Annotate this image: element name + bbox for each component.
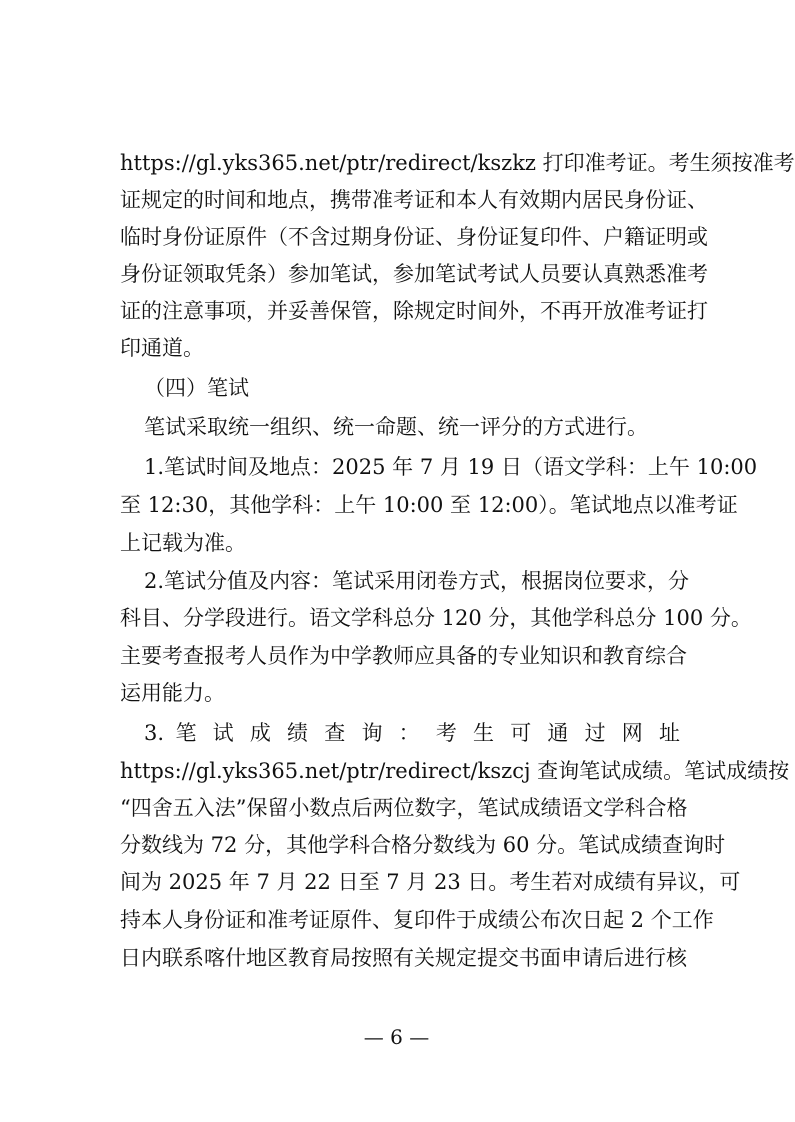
text-line: “四舍五入法”保留小数点后两位数字，笔试成绩语文学科合格 [120,796,688,820]
page-number: — 6 — [363,1025,430,1049]
text-line: 主要考查报考人员作为中学教师应具备的专业知识和教育综合 [120,644,687,668]
text-line: 日内联系喀什地区教育局按照有关规定提交书面申请后进行核 [120,946,687,970]
text-line: 印通道。 [120,336,204,360]
text-line: 至 12:30，其他学科：上午 10:00 至 12:00）。笔试地点以准考证 [120,493,738,517]
text-line: 1.笔试时间及地点：2025 年 7 月 19 日（语文学科：上午 10:00 [144,455,758,479]
text-line: 分数线为 72 分，其他学科合格分数线为 60 分。笔试成绩查询时 [120,833,726,857]
text-line: 持本人身份证和准考证原件、复印件于成绩公布次日起 2 个工作 [120,908,714,932]
text-line: https://gl.yks365.net/ptr/redirect/kszcj 查询笔试成绩。笔试成绩按 [120,759,790,783]
text-line: https://gl.yks365.net/ptr/redirect/kszkz 打印准考证。考生须按准考 [120,151,795,175]
text-line: 运用能力。 [120,681,225,705]
text-line: 临时身份证原件（不含过期身份证、身份证复印件、户籍证明或 [120,225,708,249]
text-line: 身份证领取凭条）参加笔试，参加笔试考试人员要认真熟悉准考 [120,262,708,286]
text-line: 间为 2025 年 7 月 22 日至 7 月 23 日。考生若对成绩有异议，可 [120,870,741,894]
text-line: 证的注意事项，并妥善保管，除规定时间外，不再开放准考证打 [120,299,708,323]
text-line: 3. 笔 试 成 绩 查 询 ： 考 生 可 通 过 网 址 [144,721,680,745]
section-heading: （四）笔试 [144,376,249,400]
text-line: 2.笔试分值及内容：笔试采用闭卷方式，根据岗位要求，分 [144,569,690,593]
text-line: 上记载为准。 [120,531,246,555]
text-line: 笔试采取统一组织、统一命题、统一评分的方式进行。 [144,415,648,439]
text-line: 科目、分学段进行。语文学科总分 120 分，其他学科总分 100 分。 [120,606,752,630]
text-line: 证规定的时间和地点，携带准考证和本人有效期内居民身份证、 [120,188,708,212]
